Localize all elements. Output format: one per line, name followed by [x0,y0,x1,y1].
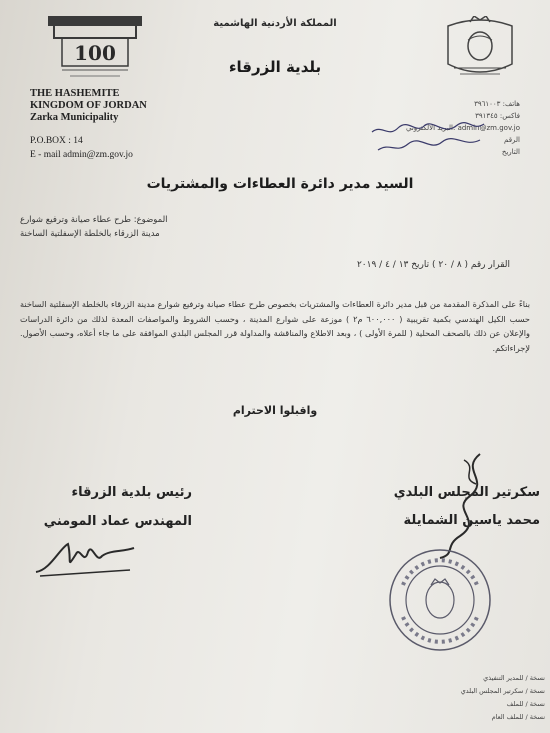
closing-line: واقبلوا الاحترام [232,404,318,417]
contact-fax: فاكس: ٣٩١٣٤٥ [475,112,520,120]
mayor-title: رئيس بلدية الزرقاء [71,485,192,500]
subject-line-1: الموضوع: طرح عطاء صيانة وترفيع شوارع [20,215,168,225]
email-address: E - mail admin@zm.gov.jo [30,150,133,160]
contact-email: admin@zm.gov.jo :البريد الالكتروني [406,124,520,132]
addressee: السيد مدير دائرة العطاءات والمشتريات [146,176,414,192]
municipality-name-en: Zarka Municipality [30,112,119,123]
coat-of-arms-icon [440,16,520,80]
kingdom-name-ar: المملكة الأردنية الهاشمية [213,18,337,29]
body-paragraph: بناءً على المذكرة المقدمة من قبل مدير دائرة العطاءات والمشتريات بخصوص طرح عطاء صيانة وترفيع شوارع مدينة الزرقاء بالخلطة الإسفلتية الساخنة حسب الكيل الهندسي بكمية تقريبية ( ٦٠٠,٠٠٠ م٢ ) موزعة على شوارع المدينة ، وحسب الشروط والمواصفات المعدة لذلك من دائرة الدراسات والإعلان عن ذلك بالصحف المحلية ( للمرة الأولى ) ، وبعد الاطلاع والمناقشة والمداولة قرر المجلس البلدي الموافقة على ما جاء أعلاه، وحسب الأصول. لإجراءاتكم. [20,299,530,353]
mayor-signature [30,530,140,580]
cc-line: نسخة / للملف العام [491,713,545,721]
po-box: P.O.BOX : 14 [30,136,83,146]
cc-line: نسخة / للملف [506,700,545,708]
contact-number-label: الرقم [504,136,520,144]
official-stamp [385,545,495,655]
secretary-name: محمد ياسين الشمايلة [403,513,540,528]
subject [20,213,480,241]
municipality-name-ar: بلدية الزرقاء [228,58,322,76]
secretary-title: سكرتير المجلس البلدي [393,485,540,500]
kingdom-name-en-2: KINGDOM OF JORDAN [30,100,147,111]
decision-reference: القرار رقم ( ٨ / ٢٠ ) تاريخ ١٣ / ٤ / ٢٠١٩ [356,260,510,270]
contact-phone: هاتف: ٣٩٦١٠٠٣ [474,100,520,108]
centenary-logo [40,12,150,84]
contact-date-label: التاريخ [501,148,520,156]
cc-line: نسخة / للمدير التنفيذي [483,674,545,682]
cc-list [420,672,545,724]
kingdom-name-en-1: THE HASHEMITE [30,88,120,99]
cc-line: نسخة / سكرتير المجلس البلدي [460,687,545,695]
centenary-number: 100 [74,41,116,65]
handwritten-reference [368,118,488,158]
subject-line-2: مدينة الزرقاء بالخلطة الإسفلتية الساخنة [20,229,160,239]
mayor-name: المهندس عماد المومني [43,514,192,529]
secretary-signature [420,450,510,560]
english-letterhead [30,88,230,124]
